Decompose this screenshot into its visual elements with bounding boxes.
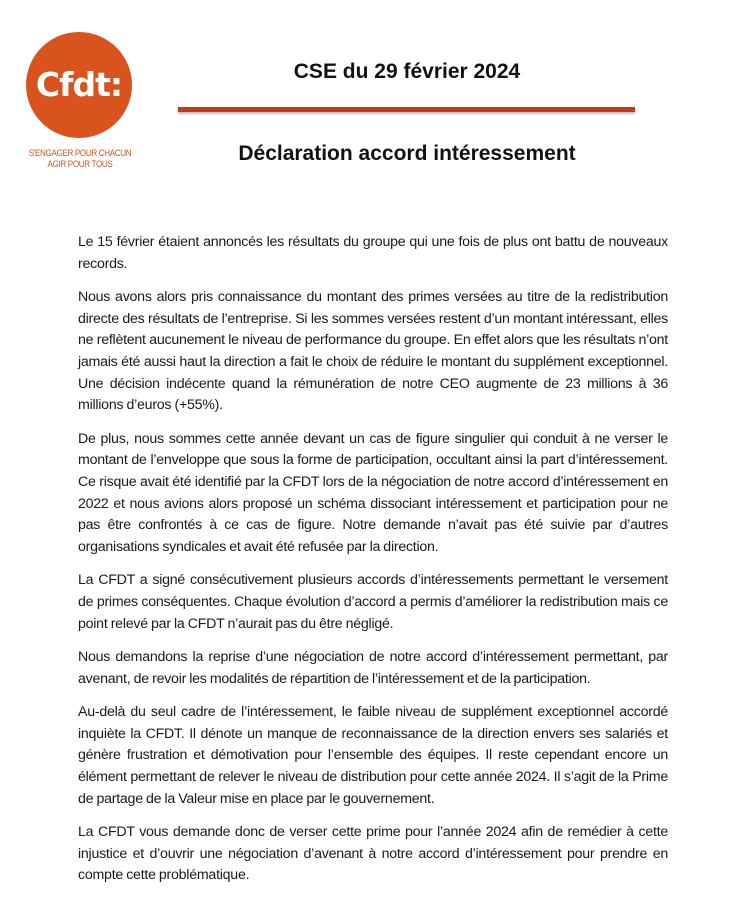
logo-tagline (28, 148, 132, 170)
title-divider (178, 107, 635, 112)
tagline-line-2: AGIR POUR TOUS (47, 159, 113, 169)
paragraph: De plus, nous sommes cette année devant un cas de figure singulier qui conduit à ne verser le montant de l’enveloppe que sous la forme de participation, occultant ainsi la part d’intéressement. Ce risque avait été identifié par la CFDT lors de la négociation de notre accord d’intéressement en 2022 et nous avions alors proposé un schéma dissociant intéressement et participation pour ne pas être confrontés à ce cas de figure. Notre demande n’avait pas été suivie par d’autres organisations syndicales et avait été refusée par la direction. (78, 430, 668, 555)
paragraph: Nous demandons la reprise d’une négociation de notre accord d’intéressement permettant, par avenant, de revoir les modalités de répartition de l’intéressement et de la participation. (78, 649, 668, 687)
paragraph: Le 15 février étaient annoncés les résultats du groupe qui une fois de plus ont battu de nouveaux records. (78, 234, 668, 272)
paragraph: Nous avons alors pris connaissance du montant des primes versées au titre de la redistribution directe des résultats de l’entreprise. Si les sommes versées restent d’un montant intéressant, elles ne reflètent aucunement le niveau de performance du groupe. En effet alors que les résultats n’ont jamais été aussi haut la direction a fait le choix de réduire le montant du supplément exceptionnel. Une décision indécente quand la rémunération de notre CEO augmente de 23 millions à 36 millions d’euros (+55%). (78, 289, 668, 414)
logo-wordmark: Cfdt: (35, 64, 123, 104)
declaration-body (78, 232, 668, 899)
document-title: CSE du 29 février 2024 (293, 60, 521, 83)
tagline-line-1: S'ENGAGER POUR CHACUN (28, 148, 132, 158)
document-subtitle: Déclaration accord intéressement (238, 142, 576, 165)
cfdt-logo (26, 32, 132, 138)
paragraph: La CFDT a signé consécutivement plusieurs accords d’intéressements permettant le versement de primes conséquentes. Chaque évolution d’accord a permis d’améliorer la redistribution mais ce point relevé par la CFDT n’aurait pas du être négligé. (78, 572, 668, 632)
paragraph: Au-delà du seul cadre de l’intéressement, le faible niveau de supplément exceptionnel accordé inquiète la CFDT. Il dénote un manque de reconnaissance de la direction envers ses salariés et génère frustration et démotivation pour l’ensemble des équipes. Il reste cependant encore un élément permettant de relever le niveau de distribution pour cette année 2024. Il s’agit de la Prime de partage de la Valeur mise en place par le gouvernement. (78, 704, 668, 807)
paragraph: La CFDT vous demande donc de verser cette prime pour l’année 2024 afin de remédier à cette injustice et d’ouvrir une négociation d’avenant à notre accord d’intéressement pour prendre en compte cette problématique. (78, 824, 668, 884)
